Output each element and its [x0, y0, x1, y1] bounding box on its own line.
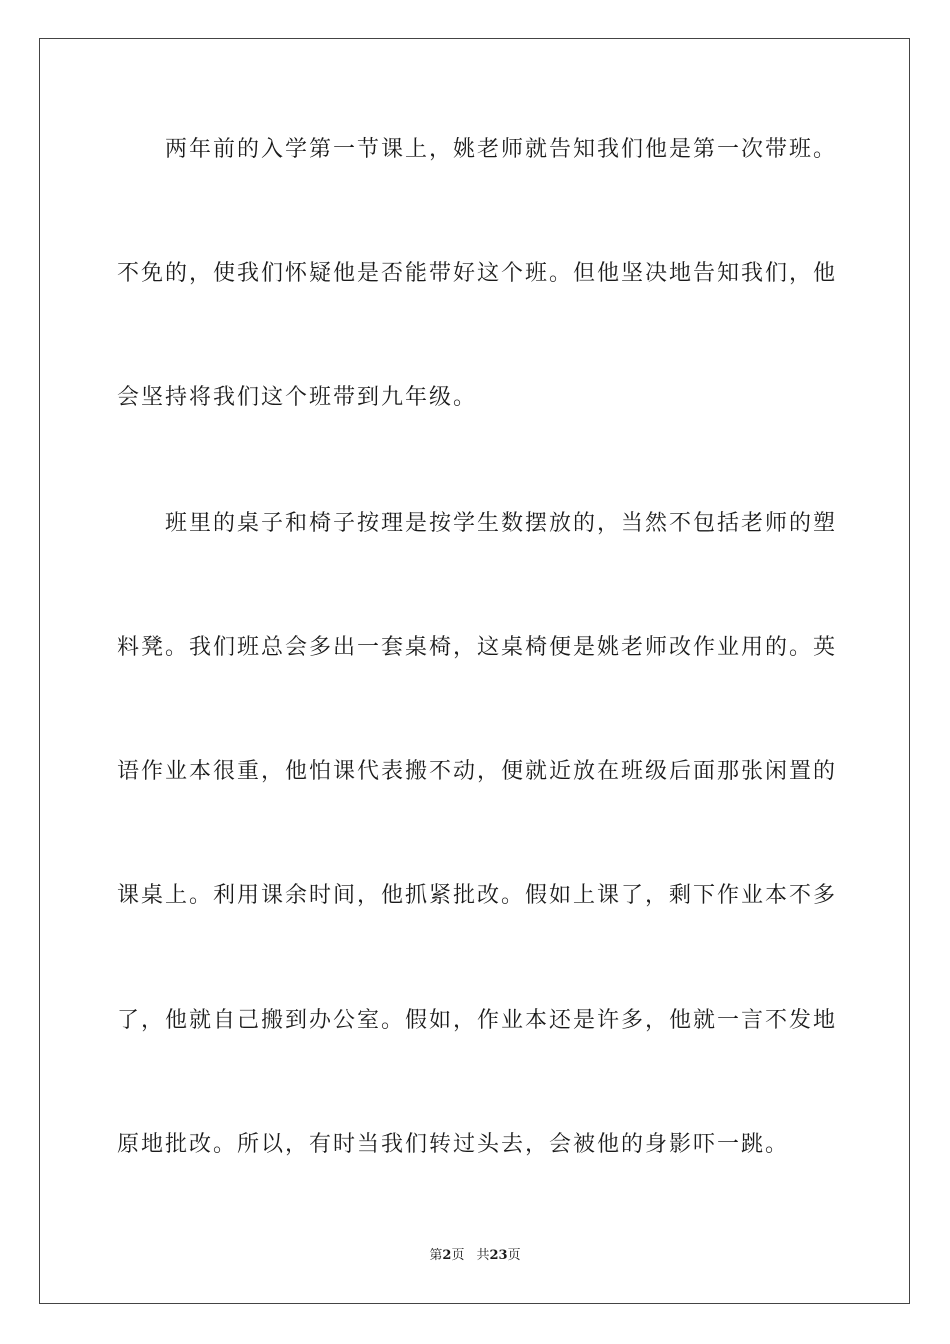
- paragraph-2-line-5: 了，他就自己搬到办公室。假如，作业本还是许多，他就一言不发地: [117, 1008, 838, 1033]
- paragraph-2-line-4: 课桌上。利用课余时间，他抓紧批改。假如上课了，剩下作业本不多: [117, 883, 838, 908]
- paragraph-2-line-1: 班里的桌子和椅子按理是按学生数摆放的，当然不包括老师的塑: [165, 511, 838, 536]
- total-page-count: 23: [489, 1248, 508, 1263]
- paragraph-2-line-2: 料凳。我们班总会多出一套桌椅，这桌椅便是姚老师改作业用的。英: [117, 635, 838, 660]
- current-page-number: 2: [442, 1248, 452, 1263]
- page-suffix: 页: [451, 1248, 465, 1263]
- paragraph-2-line-3: 语作业本很重，他怕课代表搬不动，便就近放在班级后面那张闲置的: [117, 759, 838, 784]
- paragraph-2-line-6: 原地批改。所以，有时当我们转过头去，会被他的身影吓一跳。: [117, 1132, 790, 1157]
- page-footer: [0, 1248, 950, 1264]
- paragraph-1-line-1: 两年前的入学第一节课上，姚老师就告知我们他是第一次带班。: [165, 137, 838, 162]
- paragraph-1-line-2: 不免的，使我们怀疑他是否能带好这个班。但他坚决地告知我们，他: [117, 261, 838, 286]
- total-prefix: 共: [476, 1248, 490, 1263]
- page-frame: [39, 38, 910, 1304]
- total-suffix: 页: [507, 1248, 521, 1263]
- page-prefix: 第: [429, 1248, 443, 1263]
- paragraph-1-line-3: 会坚持将我们这个班带到九年级。: [117, 385, 478, 410]
